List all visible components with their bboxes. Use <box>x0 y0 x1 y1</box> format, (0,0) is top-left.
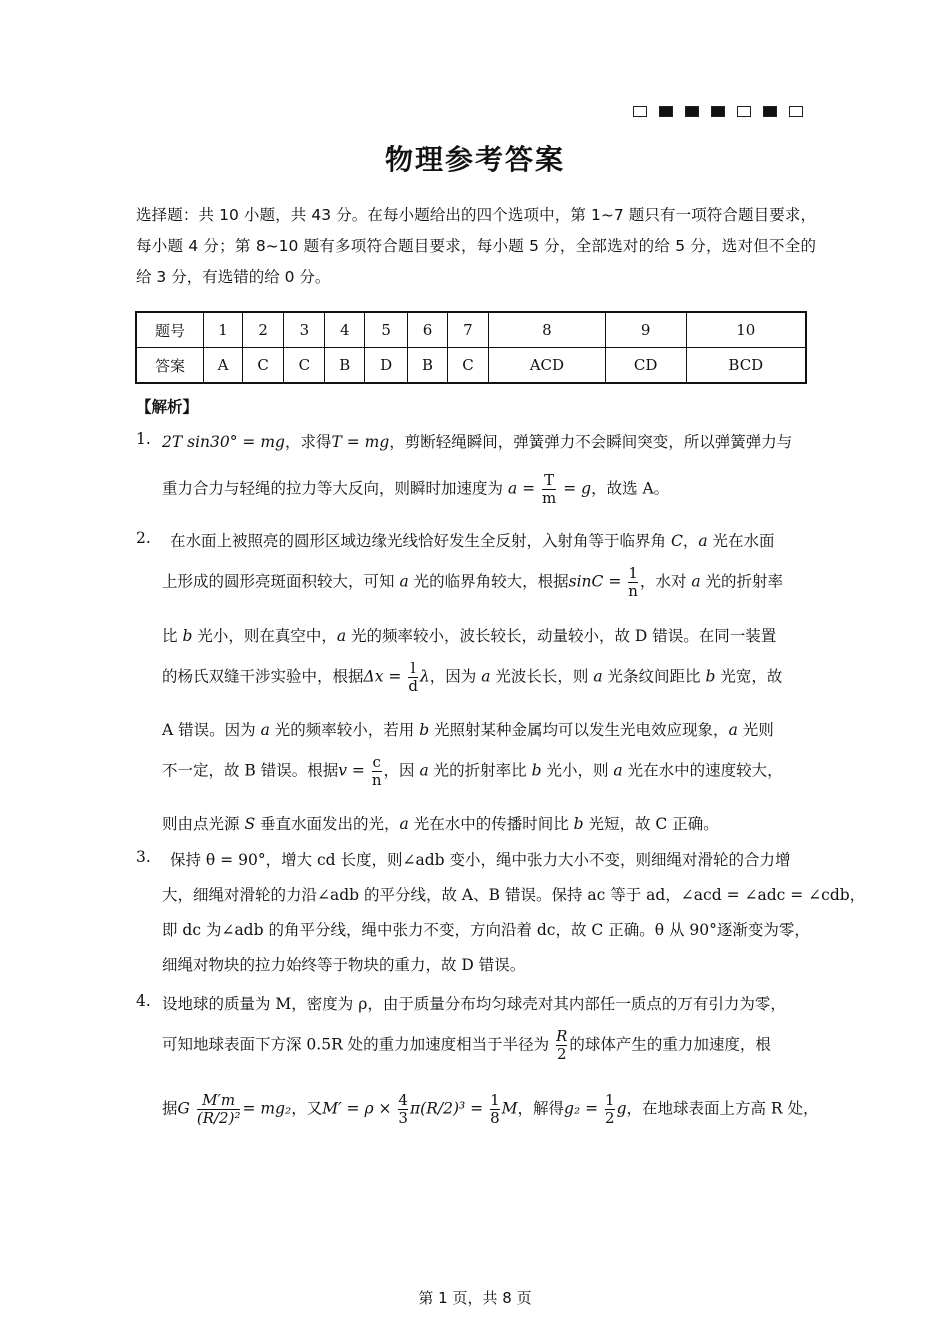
answer-cell: B <box>408 348 448 384</box>
table-row-answers <box>136 348 806 384</box>
q2-line5: A 错误。因为 a 光的频率较小，若用 b 光照射某种金属均可以发生光电效应现象，a 光则 <box>162 721 774 739</box>
question-number: 1 <box>204 312 243 348</box>
page-title: 物理参考答案 <box>384 143 565 176</box>
page-footer: 第 1 页，共 8 页 <box>418 1289 532 1307</box>
question-number: 8 <box>489 312 606 348</box>
question-number: 4 <box>325 312 365 348</box>
answer-table <box>135 311 807 384</box>
filled-square-icon <box>763 106 777 117</box>
empty-square-icon <box>789 106 803 117</box>
row-head-number: 题号 <box>136 312 204 348</box>
q3-line2: 大，细绳对滑轮的力沿∠adb 的平分线，故 A、B 错误。保持 ac 等于 ad，∠acd = ∠adc = ∠cdb， <box>162 886 866 904</box>
fraction: $\frac{l}{d}$ <box>408 659 418 695</box>
fraction: $\frac{M'm}{\text{(R/2)²}}$ <box>196 1091 241 1127</box>
answer-cell: ACD <box>489 348 606 384</box>
filled-square-icon <box>659 106 673 117</box>
answer-cell: CD <box>605 348 686 384</box>
fraction: $\frac{1}{2}$ <box>605 1091 615 1127</box>
q2-number: 2. <box>136 529 151 547</box>
question-number: 9 <box>605 312 686 348</box>
q4-number: 4. <box>136 992 151 1010</box>
q1-number: 1. <box>136 430 151 448</box>
question-number: 7 <box>447 312 488 348</box>
answer-cell: D <box>365 348 408 384</box>
q4-line2: 可知地球表面下方深 0.5R 处的重力加速度相当于半径为 $\frac{R}{2}$ 的球体产生的重力加速度，根 <box>162 1027 771 1063</box>
q2-line2: 上形成的圆形亮斑面积较大，可知 a 光的临界角较大，根据sinC = $\frac{1}{n}$ ，水对 a 光的折射率 <box>162 564 784 600</box>
q1-eq2: T = mg <box>331 433 390 451</box>
answer-cell: C <box>243 348 284 384</box>
fraction: $\frac{R}{2}$ <box>556 1027 568 1063</box>
q2-line3: 比 b 光小，则在真空中，a 光的频率较小，波长较长，动量较小，故 D 错误。在同一装置 <box>162 627 777 645</box>
q1-line2: 重力合力与轻绳的拉力等大反向，则瞬时加速度为 a = $\frac{T}{m}$ = g，故选 A。 <box>162 471 670 507</box>
q3-line1: 保持 θ = 90°，增大 cd 长度，则∠adb 变小，绳中张力大小不变，则细绳对滑轮的合力增 <box>170 851 791 869</box>
q3-line4: 细绳对物块的拉力始终等于物块的重力，故 D 错误。 <box>162 956 526 974</box>
q4-line3: 据G $\frac{M'm}{\text{(R/2)²}}$ = mg₂，又M′ = ρ × $\frac{4}{3}$ π(R/2)³ = $\frac{1}{8}$ M，解得g₂ = $\frac{1}{2}$ g，在地球表面上方高 R 处， <box>162 1091 819 1127</box>
analysis-heading: 【解析】 <box>136 398 199 416</box>
answer-cell: C <box>447 348 488 384</box>
answer-cell: BCD <box>686 348 806 384</box>
intro-paragraph: 选择题：共 10 小题，共 43 分。在每小题给出的四个选项中，第 1~7 题只有一项符合题目要求，每小题 4 分；第 8~10 题有多项符合题目要求，每小题 5 分，全部选对的给 5 分，选对但不全的给 3 分，有选错的给 0 分。 <box>136 206 816 286</box>
table-row-numbers <box>136 312 806 348</box>
answer-cell: A <box>204 348 243 384</box>
question-number: 10 <box>686 312 806 348</box>
q2-line4: 的杨氏双缝干涉实验中，根据Δx = $\frac{l}{d}$ λ，因为 a 光波长长，则 a 光条纹间距比 b 光宽，故 <box>162 659 783 695</box>
question-number: 2 <box>243 312 284 348</box>
q4-line1: 设地球的质量为 M，密度为 ρ，由于质量分布均匀球壳对其内部任一质点的万有引力为零， <box>162 995 786 1013</box>
empty-square-icon <box>737 106 751 117</box>
q1-eq1: 2T sin30° = mg <box>162 433 285 451</box>
q3-line3: 即 dc 为∠adb 的角平分线，绳中张力不变，方向沿着 dc，故 C 正确。θ 从 90°逐渐变为零， <box>162 921 810 939</box>
corner-squares <box>633 106 803 117</box>
question-number: 3 <box>284 312 325 348</box>
q1-line1: 2T sin30° = mg，求得T = mg，剪断轻绳瞬间，弹簧弹力不会瞬间突变，所以弹簧弹力与 <box>162 433 793 451</box>
question-number: 5 <box>365 312 408 348</box>
q3-number: 3. <box>136 848 151 866</box>
filled-square-icon <box>685 106 699 117</box>
empty-square-icon <box>633 106 647 117</box>
fraction: $\frac{1}{8}$ <box>490 1091 500 1127</box>
fraction: $\frac{4}{3}$ <box>398 1091 408 1127</box>
row-head-answer: 答案 <box>136 348 204 384</box>
fraction: $\frac{1}{n}$ <box>628 564 638 600</box>
filled-square-icon <box>711 106 725 117</box>
answer-cell: B <box>325 348 365 384</box>
question-number: 6 <box>408 312 448 348</box>
answer-cell: C <box>284 348 325 384</box>
q2-line7: 则由点光源 S 垂直水面发出的光，a 光在水中的传播时间比 b 光短，故 C 正确。 <box>162 815 719 833</box>
fraction: $\frac{c}{n}$ <box>371 753 382 789</box>
fraction: $\frac{T}{m}$ <box>542 471 557 507</box>
q2-line1: 在水面上被照亮的圆形区域边缘光线恰好发生全反射，入射角等于临界角 C，a 光在水面 <box>170 532 775 550</box>
q2-line6: 不一定，故 B 错误。根据v = $\frac{c}{n}$ ，因 a 光的折射率比 b 光小，则 a 光在水中的速度较大， <box>162 753 783 789</box>
